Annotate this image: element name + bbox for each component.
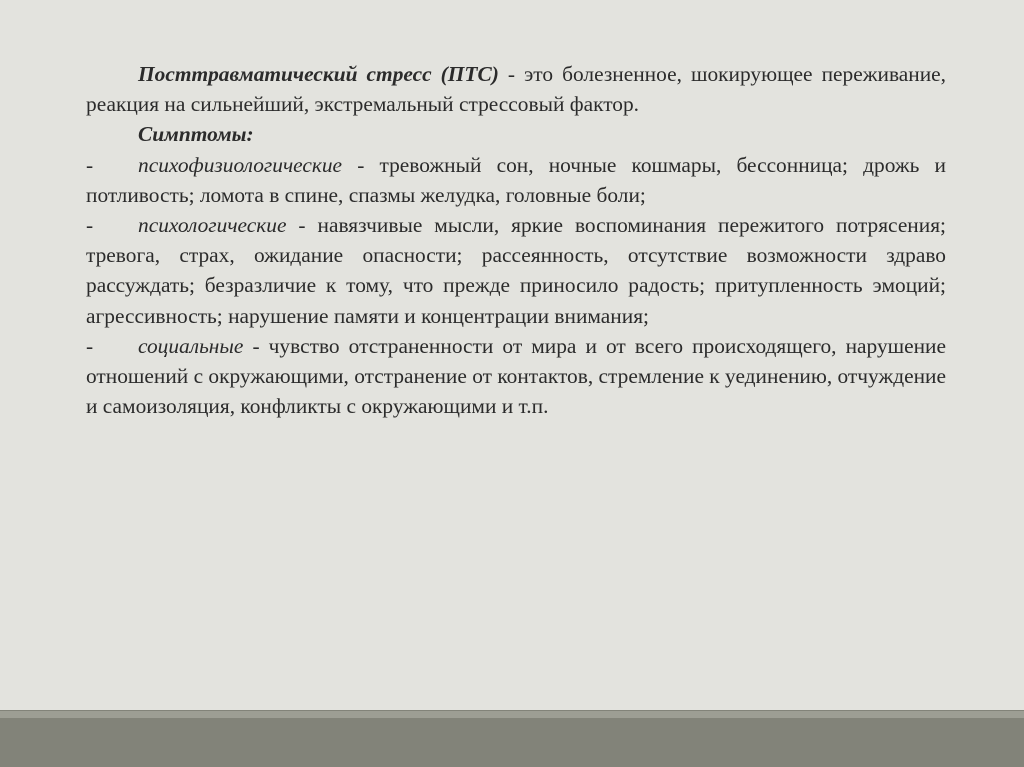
bullet-dash: -: [86, 152, 94, 177]
bullet-dash: -: [86, 333, 94, 358]
definition-text: - это болезненное, шокирующее переживание, реакция на сильнейший, экстремальный стрессовый фактор.: [86, 62, 946, 117]
symptom-term: психологические: [138, 213, 287, 238]
symptoms-heading: Симптомы:: [138, 122, 254, 147]
definition-paragraph: [86, 59, 946, 119]
symptom-term: психофизиологические: [138, 152, 343, 177]
definition-term: Посттравматический стресс (ПТС): [138, 62, 499, 86]
bullet-dash: -: [86, 213, 94, 238]
symptom-text: - тревожный сон, ночные кошмары, бессонница; дрожь и потливость; ломота в спине, спазмы желудка, головные боли;: [86, 152, 946, 207]
symptom-item-social: [86, 331, 946, 422]
symptom-item-psychophysiological: [86, 150, 946, 210]
footer-bar: [0, 710, 1024, 767]
symptom-term: социальные: [138, 333, 244, 358]
symptom-item-psychological: [86, 210, 946, 331]
symptoms-heading-paragraph: [86, 119, 946, 149]
footer-divider: [0, 711, 1024, 718]
slide-text-block: [86, 59, 946, 421]
symptom-text: - чувство отстраненности от мира и от всего происходящего, нарушение отношений с окружающими, отстранение от контактов, стремление к уединению, отчуждение и самоизоляция, конфликты с окружающими и т.п.: [86, 333, 946, 419]
symptom-text: - навязчивые мысли, яркие воспоминания пережитого потрясения; тревога, страх, ожидание опасности; рассеянность, отсутствие возможности здраво рассуждать; безразличие к тому, что прежде приносило радость; притупленность эмоций; агрессивность; нарушение памяти и концентрации внимания;: [86, 213, 946, 328]
